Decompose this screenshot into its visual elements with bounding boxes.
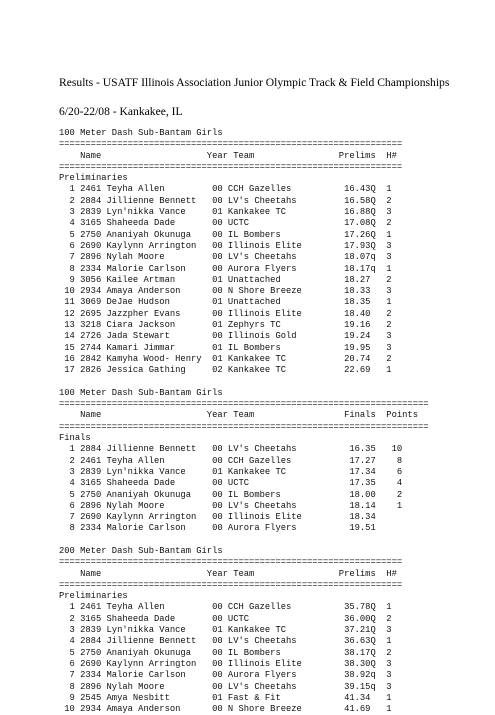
results-line: 16 2842 Kamyha Wood- Henry 01 Kankakee TC 20.74 2: [59, 353, 392, 364]
results-line: 5 2750 Ananiyah Okunuga 00 IL Bombers 38.17Q 2: [59, 647, 392, 658]
results-line: 100 Meter Dash Sub-Bantam Girls: [59, 128, 223, 138]
results-line: 10 2934 Amaya Anderson 00 N Shore Breeze 18.33 3: [59, 286, 392, 297]
results-line: 13 3218 Ciara Jackson 01 Zephyrs TC 19.16 2: [59, 320, 392, 331]
results-line: [59, 535, 429, 546]
results-line: 8 2334 Malorie Carlson 00 Aurora Flyers 18.17q 1: [59, 263, 392, 274]
results-line: =================================================================: [59, 139, 403, 150]
page-title: Results - USATF Illinois Association Junior Olympic Track & Field Championships: [59, 76, 450, 89]
results-line: 8 2334 Malorie Carlson 00 Aurora Flyers 19.51: [59, 523, 376, 534]
results-line: 3 2839 Lyn'nikka Vance 01 Kankakee TC 17.34 6: [59, 466, 403, 477]
results-line: 4 3165 Shaheeda Dade 00 UCTC 17.35 4: [59, 478, 403, 489]
results-line: 6 2690 Kaylynn Arrington 00 Illinois Elite 38.30Q 3: [59, 658, 392, 669]
results-line: Finals: [59, 433, 91, 444]
results-listing: [59, 128, 429, 715]
results-line: 100 Meter Dash Sub-Bantam Girls: [59, 387, 223, 398]
meet-dateline: 6/20-22/08 - Kankakee, IL: [59, 105, 183, 118]
results-line: 8 2896 Nylah Moore 00 LV's Cheetahs 39.15q 3: [59, 681, 392, 692]
results-line: 2 3165 Shaheeda Dade 00 UCTC 36.00Q 2: [59, 613, 392, 624]
results-line: Preliminaries: [59, 173, 128, 184]
results-line: 2 2884 Jillienne Bennett 00 LV's Cheetahs 16.58Q 2: [59, 195, 392, 206]
results-line: 7 2334 Malorie Carlson 00 Aurora Flyers 38.92q 3: [59, 670, 392, 681]
results-line: 6 2896 Nylah Moore 00 LV's Cheetahs 18.14 1: [59, 500, 403, 511]
results-line: 1 2461 Teyha Allen 00 CCH Gazelles 35.78Q 1: [59, 602, 392, 613]
results-line: 5 2750 Ananiyah Okunuga 00 IL Bombers 18.00 2: [59, 489, 403, 500]
results-line: Name Year Team Prelims H#: [59, 568, 397, 579]
results-line: 17 2826 Jessica Gathing 02 Kankakee TC 22.69 1: [59, 365, 392, 376]
results-line: 9 3056 Kailee Artman 01 Unattached 18.27 2: [59, 274, 392, 285]
results-line: ======================================================================: [59, 421, 429, 432]
results-line: Name Year Team Prelims H#: [59, 150, 397, 161]
results-line: 11 3069 DeJae Hudson 01 Unattached 18.35 1: [59, 297, 392, 308]
results-line: =================================================================: [59, 161, 403, 172]
results-line: 3 2839 Lyn'nikka Vance 01 Kankakee TC 37.21Q 3: [59, 625, 392, 636]
results-line: 200 Meter Dash Sub-Bantam Girls: [59, 545, 223, 556]
results-line: 5 2750 Ananiyah Okunuga 00 IL Bombers 17.26Q 1: [59, 229, 392, 240]
results-line: Preliminaries: [59, 591, 128, 602]
results-line: 14 2726 Jada Stewart 00 Illinois Gold 19.24 3: [59, 331, 392, 342]
results-line: 7 2690 Kaylynn Arrington 00 Illinois Elite 18.34: [59, 512, 376, 523]
results-line: 3 2839 Lyn'nikka Vance 01 Kankakee TC 16.88Q 3: [59, 207, 392, 218]
results-line: 9 2545 Amya Nesbitt 01 Fast & Fit 41.34 1: [59, 692, 392, 703]
results-line: 7 2896 Nylah Moore 00 LV's Cheetahs 18.07q 3: [59, 252, 392, 263]
results-line: 1 2461 Teyha Allen 00 CCH Gazelles 16.43Q 1: [59, 184, 392, 195]
results-line: =================================================================: [59, 579, 403, 590]
results-line: 15 2744 Kamari Jimmar 01 IL Bombers 19.95 3: [59, 342, 392, 353]
results-line: 2 2461 Teyha Allen 00 CCH Gazelles 17.27 8: [59, 455, 403, 466]
results-line: 4 2884 Jillienne Bennett 00 LV's Cheetahs 36.63Q 1: [59, 636, 392, 647]
results-line: 4 3165 Shaheeda Dade 00 UCTC 17.08Q 2: [59, 218, 392, 229]
results-line: =================================================================: [59, 557, 403, 568]
results-line: [59, 377, 429, 388]
results-line: Name Year Team Finals Points: [59, 410, 418, 421]
results-line: 12 2695 Jazzpher Evans 00 Illinois Elite 18.40 2: [59, 308, 392, 319]
results-line: 10 2934 Amaya Anderson 00 N Shore Breeze 41.69 1: [59, 704, 392, 715]
results-line: 1 2884 Jillienne Bennett 00 LV's Cheetahs 16.35 10: [59, 444, 403, 455]
results-line: 6 2690 Kaylynn Arrington 00 Illinois Elite 17.93Q 3: [59, 240, 392, 251]
results-line: ======================================================================: [59, 399, 429, 410]
